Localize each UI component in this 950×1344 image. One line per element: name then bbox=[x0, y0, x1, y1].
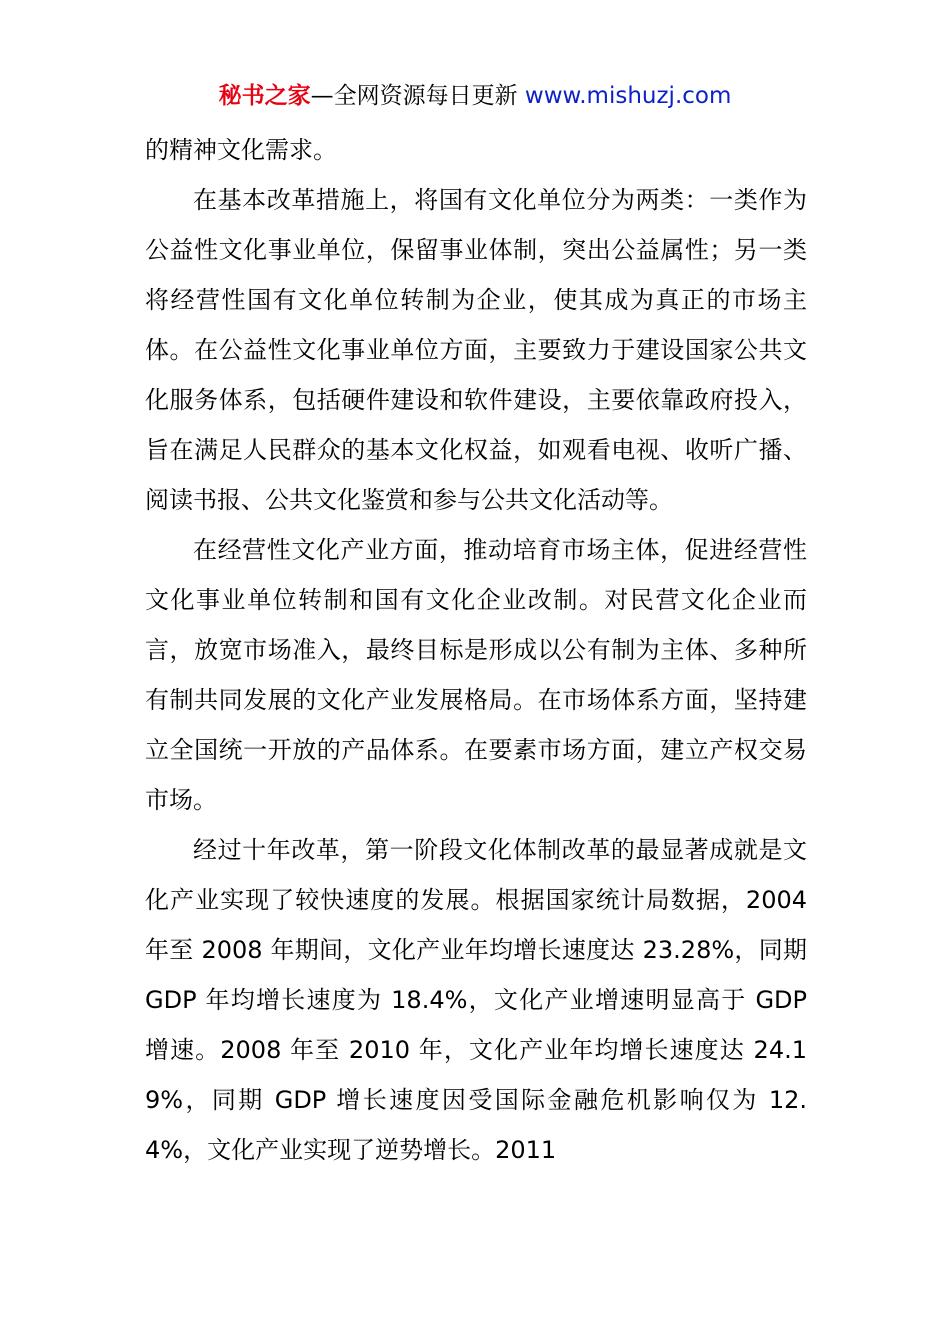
paragraph-reform-measures: 在基本改革措施上，将国有文化单位分为两类：一类作为公益性文化事业单位，保留事业体制，突出公益属性；另一类将经营性国有文化单位转制为企业，使其成为真正的市场主体。在公益性文化事业单位方面，主要致力于建设国家公共文化服务体系，包括硬件建设和软件建设，主要依靠政府投入，旨在满足人民群众的基本文化权益，如观看电视、收听广播、阅读书报、公共文化鉴赏和参与公共文化活动等。 bbox=[145, 186, 807, 514]
paragraph-continuation: 的精神文化需求。 bbox=[145, 136, 337, 164]
paragraph-reform-achievements: 经过十年改革，第一阶段文化体制改革的最显著成就是文化产业实现了较快速度的发展。根据国家统计局数据，2004 年至 2008 年期间，文化产业年均增长速度达 23.28%，同期 GDP 年均增长速度为 18.4%，文化产业增速明显高于 GDP 增速。2008 年至 2010 年，文化产业年均增长速度达 24.19%，同期 GDP 增长速度因受国际金融危机影响仅为 12.4%，文化产业实现了逆势增长。2011 bbox=[145, 836, 807, 1164]
site-header bbox=[0, 80, 950, 112]
site-url-link[interactable]: www.mishuzj.com bbox=[524, 83, 732, 109]
brand-name: 秘书之家 bbox=[218, 83, 311, 109]
header-tagline: —全网资源每日更新 bbox=[310, 83, 525, 109]
paragraph-cultural-industry: 在经营性文化产业方面，推动培育市场主体，促进经营性文化事业单位转制和国有文化企业改制。对民营文化企业而言，放宽市场准入，最终目标是形成以公有制为主体、多种所有制共同发展的文化产业发展格局。在市场体系方面，坚持建立全国统一开放的产品体系。在要素市场方面，建立产权交易市场。 bbox=[145, 536, 807, 814]
document-body bbox=[145, 125, 807, 1175]
